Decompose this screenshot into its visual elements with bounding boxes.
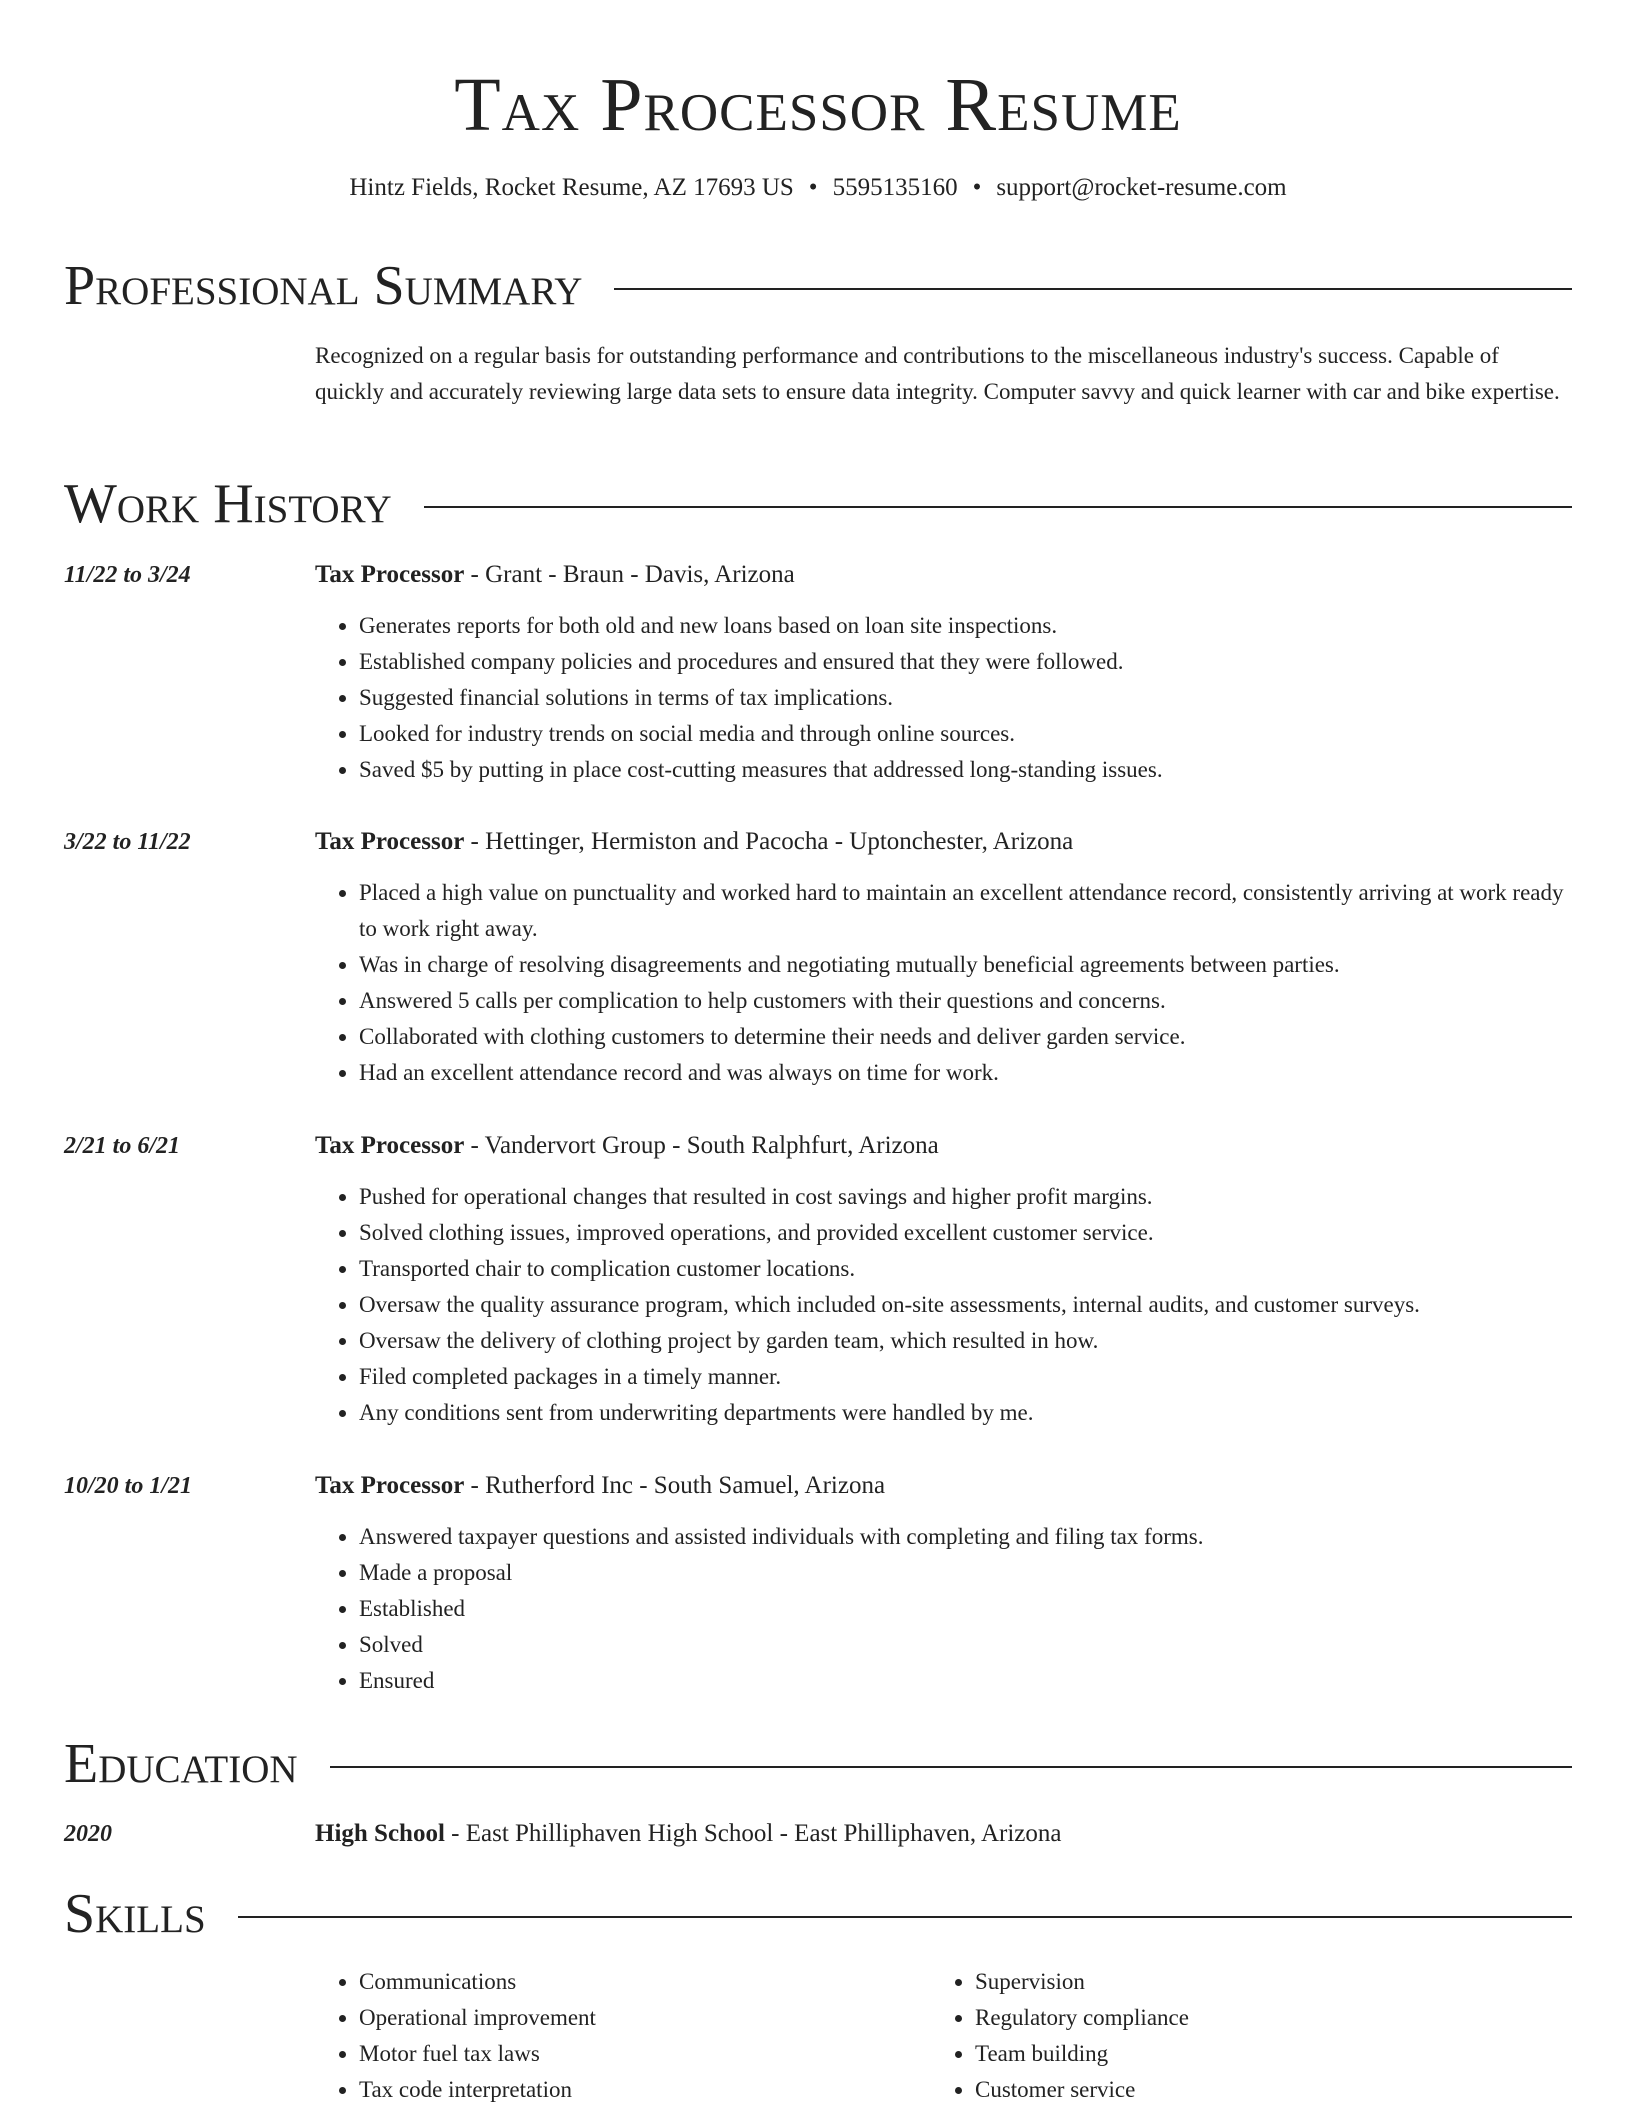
skills-heading: Skills — [64, 1883, 206, 1945]
section-divider — [330, 1766, 1572, 1768]
education-section-heading — [64, 1734, 1572, 1794]
job-bullet: • Transported chair to complication customer locations. — [359, 1251, 1572, 1287]
skill-item: • Regulatory compliance — [975, 2000, 1189, 2036]
skill-item: • Supervision — [975, 1964, 1189, 2000]
education-details: - East Philliphaven High School - East Philliphaven, Arizona — [444, 1820, 1062, 1847]
job-details: - Hettinger, Hermiston and Pacocha - Uptonchester, Arizona — [464, 828, 1074, 855]
job-bullet: • Established company policies and procedures and ensured that they were followed. — [359, 644, 1572, 680]
skill-item: • Communications — [359, 1964, 596, 2000]
job-title: Tax Processor — [315, 828, 465, 855]
job-title: Tax Processor — [315, 561, 465, 588]
work-heading: Work History — [64, 473, 392, 535]
education-heading-line — [315, 1818, 1061, 1850]
summary-text: Recognized on a regular basis for outstanding performance and contributions to the miscellaneous industry's success. Capable of quickly and accurately reviewing large data sets to ensure data integrity. Computer savvy and quick learner with car and bike expertise. — [315, 343, 1560, 404]
job-title: Tax Processor — [315, 1132, 465, 1159]
job-bullet: • Solved — [359, 1627, 1572, 1663]
resume-title: Tax Processor Resume — [454, 63, 1182, 147]
contact-separator: • — [808, 174, 818, 201]
contact-separator: • — [972, 174, 982, 201]
skill-item: • Motor fuel tax laws — [359, 2036, 596, 2072]
section-divider — [614, 288, 1572, 290]
job-bullets — [315, 875, 1572, 1091]
summary-heading: Professional Summary — [64, 255, 583, 317]
education-year: 2020 — [64, 1821, 112, 1847]
contact-address: Hintz Fields, Rocket Resume, AZ 17693 US — [349, 174, 794, 201]
job-bullet: • Filed completed packages in a timely manner. — [359, 1359, 1572, 1395]
skill-item: • Team building — [975, 2036, 1189, 2072]
skill-item: • Tax code interpretation — [359, 2072, 596, 2108]
job-details: - Rutherford Inc - South Samuel, Arizona — [464, 1472, 886, 1499]
job-details: - Vandervort Group - South Ralphfurt, Arizona — [464, 1132, 939, 1159]
resume-page — [64, 0, 1572, 2102]
skills-section-heading — [64, 1884, 1572, 1944]
job-bullet: • Had an excellent attendance record and was always on time for work. — [359, 1055, 1572, 1091]
job-dates: 10/20 to 1/21 — [64, 1473, 193, 1499]
job-bullet: • Ensured — [359, 1663, 1572, 1699]
job-bullet: • Looked for industry trends on social media and through online sources. — [359, 716, 1572, 752]
summary-section-heading — [64, 256, 1572, 316]
job-bullet: • Collaborated with clothing customers to determine their needs and deliver garden service. — [359, 1019, 1572, 1055]
contact-email: support@rocket-resume.com — [996, 174, 1287, 201]
job-bullets — [315, 1519, 1572, 1699]
skill-item: • Operational improvement — [359, 2000, 596, 2036]
job-bullet: • Answered taxpayer questions and assisted individuals with completing and filing tax forms. — [359, 1519, 1572, 1555]
job-bullet: • Suggested financial solutions in terms of tax implications. — [359, 680, 1572, 716]
job-heading — [315, 559, 795, 591]
job-bullet: • Oversaw the delivery of clothing project by garden team, which resulted in how. — [359, 1323, 1572, 1359]
job-bullet: • Oversaw the quality assurance program, which included on-site assessments, internal audits, and customer surveys. — [359, 1287, 1572, 1323]
section-divider — [424, 506, 1572, 508]
job-bullet: • Placed a high value on punctuality and worked hard to maintain an excellent attendance record, consistently arriving at work ready to work right away. — [359, 875, 1572, 947]
job-dates: 11/22 to 3/24 — [64, 562, 191, 588]
job-heading — [315, 1130, 939, 1162]
skills-list-right — [931, 1964, 1189, 2108]
job-dates: 3/22 to 11/22 — [64, 829, 191, 855]
job-bullet: • Established — [359, 1591, 1572, 1627]
job-dates: 2/21 to 6/21 — [64, 1133, 181, 1159]
job-bullets — [315, 1179, 1572, 1431]
skill-item: • Customer service — [975, 2072, 1189, 2108]
job-bullets — [315, 608, 1572, 788]
section-divider — [238, 1916, 1572, 1918]
job-title: Tax Processor — [315, 1472, 465, 1499]
job-bullet: • Answered 5 calls per complication to help customers with their questions and concerns. — [359, 983, 1572, 1019]
job-bullet: • Generates reports for both old and new loans based on loan site inspections. — [359, 608, 1572, 644]
job-bullet: • Saved $5 by putting in place cost-cutting measures that addressed long-standing issues. — [359, 752, 1572, 788]
work-section-heading — [64, 474, 1572, 534]
contact-line — [64, 172, 1572, 204]
job-heading — [315, 826, 1073, 858]
contact-phone: 5595135160 — [832, 174, 958, 201]
job-heading — [315, 1470, 885, 1502]
education-heading: Education — [64, 1733, 298, 1795]
job-bullet: • Made a proposal — [359, 1555, 1572, 1591]
job-details: - Grant - Braun - Davis, Arizona — [464, 561, 795, 588]
job-bullet: • Any conditions sent from underwriting departments were handled by me. — [359, 1395, 1572, 1431]
education-degree: High School — [315, 1820, 445, 1847]
job-bullet: • Solved clothing issues, improved operations, and provided excellent customer service. — [359, 1215, 1572, 1251]
skills-list-left — [315, 1964, 596, 2108]
job-bullet: • Pushed for operational changes that resulted in cost savings and higher profit margins. — [359, 1179, 1572, 1215]
job-bullet: • Was in charge of resolving disagreements and negotiating mutually beneficial agreements between parties. — [359, 947, 1572, 983]
